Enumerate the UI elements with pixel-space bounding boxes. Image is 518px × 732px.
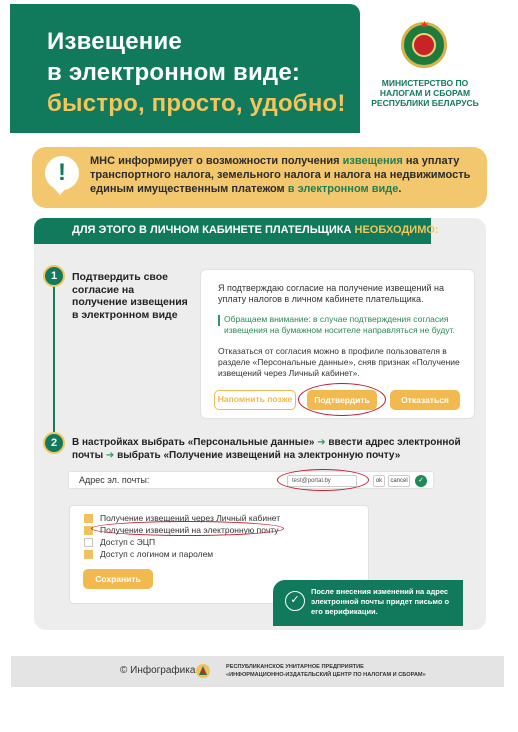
warning-text: Обращаем внимание: в случае подтверждения согласия извещения на бумажном носителе направляться не будут. <box>224 314 455 335</box>
section-ribbon <box>34 218 439 244</box>
confirm-button[interactable]: Подтвердить <box>307 390 377 410</box>
consent-text: Я подтверждаю согласие на получение извещений на уплату налогов в личном кабинете плательщика. <box>218 283 445 304</box>
note-text: После внесения изменений на адрес электронной почты придет письмо о его верификации. <box>311 587 450 616</box>
steps-connector <box>53 282 55 432</box>
remind-later-button[interactable]: Напомнить позже <box>214 390 296 410</box>
info-text: МНС информирует о возможности получения извещения на уплату транспортного налога, земельного налога и налога на недвижимость единым имущественным платежом в электронном виде. <box>90 155 471 195</box>
highlight-email-option <box>91 521 284 536</box>
option-label: Доступ с ЭЦП <box>100 537 156 547</box>
ok-button[interactable]: ok <box>373 475 385 487</box>
revoke-info: Отказаться от согласия можно в профиле пользователя в разделе «Персональные данные», сняв признак «Получение извещений через Личный кабинет». <box>218 346 460 378</box>
title-line-1: Извещение <box>47 28 182 55</box>
option-label: Доступ с логином и паролем <box>100 549 214 559</box>
check-circle-icon: ✓ <box>285 591 305 611</box>
save-button[interactable]: Сохранить <box>83 569 153 589</box>
refuse-button[interactable]: Отказаться <box>390 390 460 410</box>
arrow-icon: ➔ <box>317 437 326 448</box>
footer <box>11 656 504 687</box>
cancel-button[interactable]: cancel <box>388 475 410 487</box>
checkbox[interactable] <box>84 538 93 547</box>
ministry-name: МИНИСТЕРСТВО ПО НАЛОГАМ И СБОРАМ РЕСПУБЛИКИ БЕЛАРУСЬ <box>371 78 479 108</box>
publisher-logo-icon <box>194 662 212 680</box>
hero-banner <box>10 4 360 133</box>
step-2-text: В настройках выбрать «Персональные данные» ➔ ввести адрес электронной почты ➔ выбрать «Получение извещений на электронную почту» <box>72 437 461 461</box>
checkbox[interactable] <box>84 550 93 559</box>
email-input[interactable]: test@portal.by <box>287 475 357 487</box>
step-1-number: 1 <box>43 265 65 287</box>
step-1-text: Подтвердить свое согласие на получение извещения в электронном виде <box>72 271 188 321</box>
arrow-icon: ➔ <box>105 450 115 461</box>
publisher-name: РЕСПУБЛИКАНСКОЕ УНИТАРНОЕ ПРЕДПРИЯТИЕ «ИНФОРМАЦИОННО-ИЗДАТЕЛЬСКИЙ ЦЕНТР ПО НАЛОГАМ И СБОРАМ» <box>226 664 426 678</box>
section-title: ДЛЯ ЭТОГО В ЛИЧНОМ КАБИНЕТЕ ПЛАТЕЛЬЩИКА НЕОБХОДИМО: <box>72 224 439 236</box>
verification-note <box>273 580 463 626</box>
copyright: © Инфографика <box>120 665 196 676</box>
title-line-3: быстро, просто, удобно! <box>47 90 346 117</box>
option-label: Получение извещений через Личный кабинет <box>100 513 281 523</box>
info-banner <box>32 147 487 208</box>
title-line-2: в электронном виде: <box>47 59 301 86</box>
highlight-confirm <box>298 383 386 416</box>
email-row <box>68 471 434 489</box>
highlight-email <box>277 469 369 491</box>
checkbox[interactable] <box>84 514 93 523</box>
option-label: Получение извещений на электронную почту <box>100 525 279 535</box>
email-label: Адрес эл. почты: <box>79 475 150 485</box>
consent-warning <box>218 314 468 336</box>
exclamation-icon: ! <box>45 156 79 190</box>
step-2-number: 2 <box>43 432 65 454</box>
check-icon: ✓ <box>415 475 427 487</box>
ministry-emblem-icon: ★ <box>401 22 447 68</box>
